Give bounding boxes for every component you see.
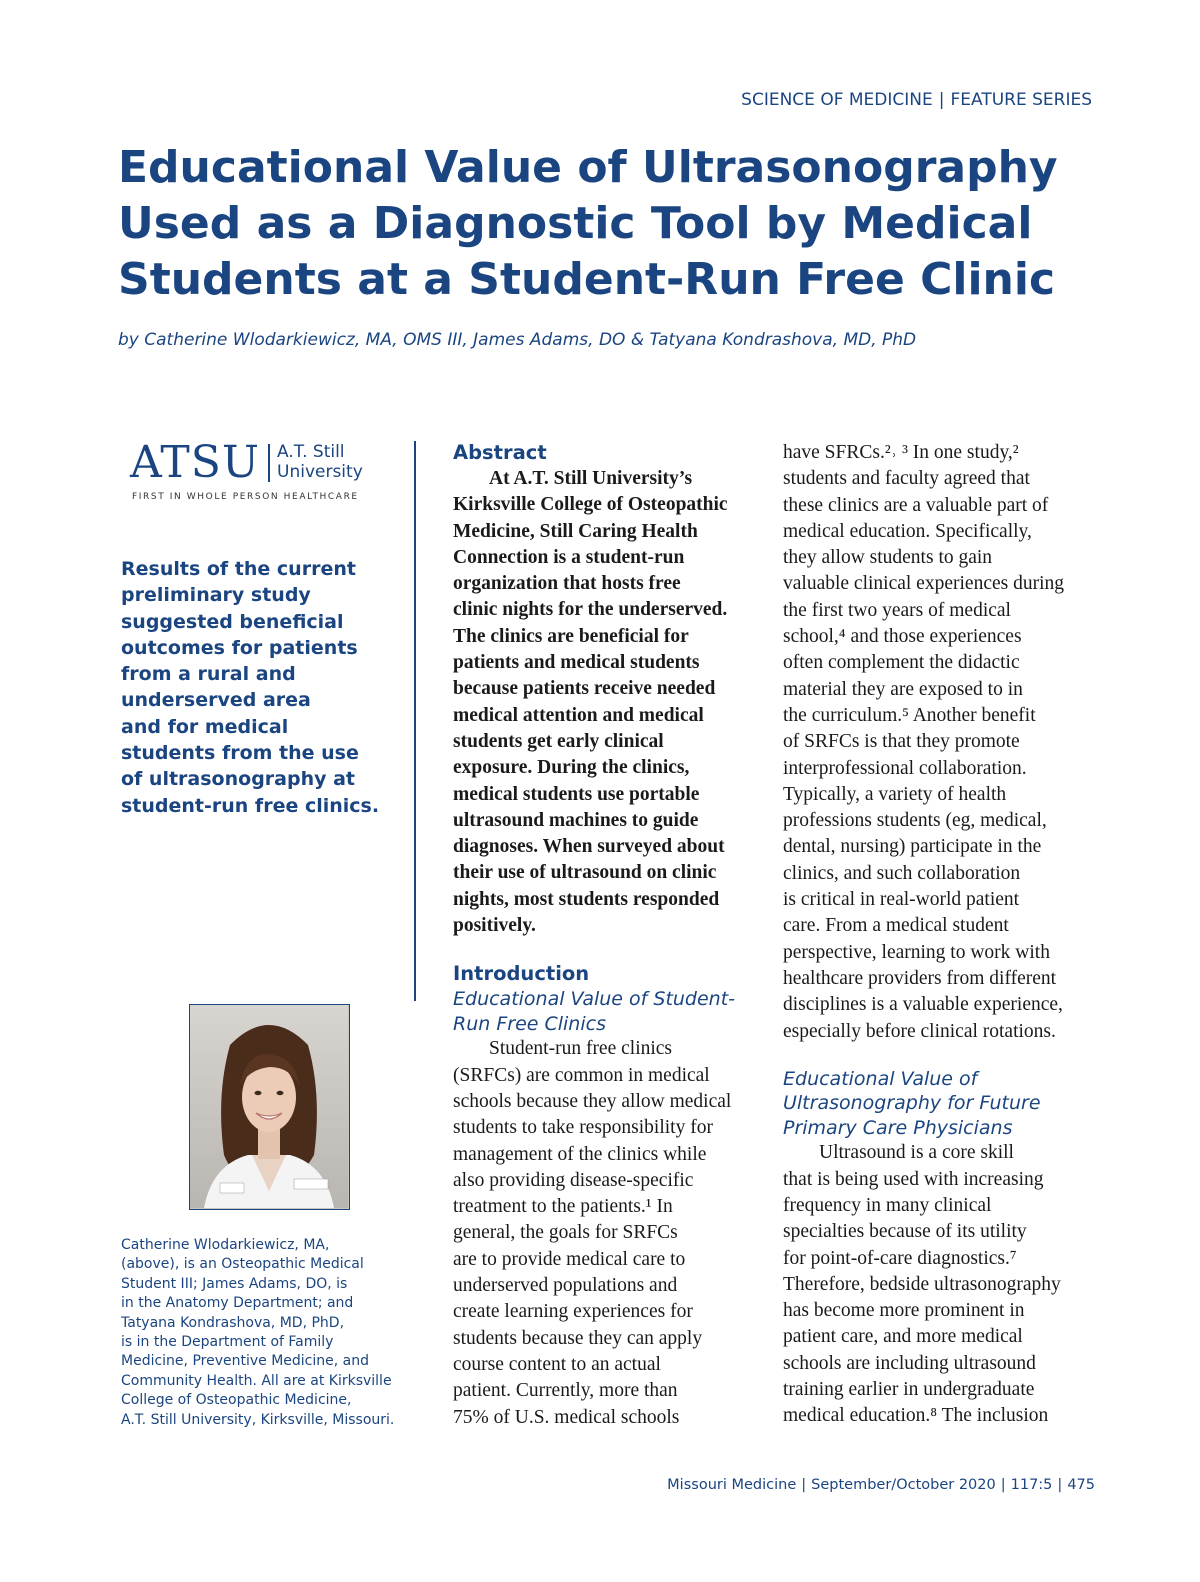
column-continued — [783, 440, 1101, 1430]
body-line: have SFRCs.²˒ ³ In one study,² — [783, 442, 1019, 463]
header-separator: | — [938, 90, 945, 110]
author-bio — [121, 1236, 421, 1430]
body-line: they allow students to gain — [783, 547, 993, 569]
body-line: medical education. Specifically, — [783, 520, 1032, 542]
body-line: students and faculty agreed that — [783, 468, 1030, 490]
intro-line: treatment to the patients.¹ In — [453, 1196, 673, 1218]
bio-line: Medicine, Preventive Medicine, and — [121, 1353, 369, 1370]
author-photo — [189, 1004, 350, 1210]
pull-quote-line: and for medical — [121, 715, 289, 738]
body-line: training earlier in undergraduate — [783, 1379, 1035, 1400]
logo-name-line2: University — [277, 462, 363, 482]
body-line: Ultrasound is a core skill — [819, 1142, 1014, 1164]
bio-line: Student III; James Adams, DO, is — [121, 1275, 348, 1292]
introduction-body — [453, 1036, 771, 1430]
body-line: that is being used with increasing — [783, 1168, 1044, 1190]
abstract-line: Medicine, Still Caring Health — [453, 520, 698, 542]
column-divider — [414, 441, 416, 1001]
pull-quote-line: of ultrasonography at — [121, 768, 356, 791]
body-line: Therefore, bedside ultrasonography — [783, 1273, 1061, 1295]
series-label: FEATURE SERIES — [950, 90, 1092, 110]
intro-line: course content to an actual — [453, 1353, 661, 1375]
page-number: 475 — [1067, 1477, 1095, 1493]
intro-line: 75% of U.S. medical schools — [453, 1406, 680, 1428]
abstract-line: The clinics are beneficial for — [453, 625, 689, 647]
atsu-logo — [130, 437, 392, 506]
pull-quote-line: from a rural and — [121, 663, 296, 686]
pull-quote-line: suggested beneficial — [121, 610, 344, 633]
body-line: healthcare providers from different — [783, 967, 1057, 989]
intro-line: students because they can apply — [453, 1327, 703, 1349]
ultrasound-subheading-line: Ultrasonography for Future — [783, 1092, 1041, 1115]
abstract-line: their use of ultrasound on clinic — [453, 862, 717, 884]
body-line: interprofessional collaboration. — [783, 757, 1027, 779]
journal-name: Missouri Medicine — [667, 1477, 797, 1493]
footer-separator: | — [1000, 1477, 1006, 1493]
bio-line: Catherine Wlodarkiewicz, MA, — [121, 1237, 330, 1253]
body-line: frequency in many clinical — [783, 1194, 992, 1216]
bio-line: A.T. Still University, Kirksville, Missouri. — [121, 1411, 395, 1428]
body-line: professions students (eg, medical, — [783, 810, 1047, 832]
body-line: of SRFCs is that they promote — [783, 731, 1020, 753]
body-line: these clinics are a valuable part of — [783, 494, 1049, 516]
intro-line: management of the clinics while — [453, 1143, 707, 1165]
logo-tagline: FIRST IN WHOLE PERSON HEALTHCARE — [132, 492, 359, 502]
bio-line: is in the Department of Family — [121, 1333, 334, 1350]
article-title: Educational Value of Ultrasonography Used as a Diagnostic Tool by Medical Students at a Student-Run Free Clinic — [118, 142, 1058, 305]
pull-quote-line: underserved area — [121, 689, 311, 712]
bio-line: in the Anatomy Department; and — [121, 1295, 354, 1312]
section-header — [741, 90, 1092, 110]
body-line: especially before clinical rotations. — [783, 1020, 1056, 1042]
volume-number: 117:5 — [1010, 1477, 1053, 1493]
ultrasound-subheading-line: Educational Value of — [783, 1067, 978, 1090]
logo-divider — [268, 444, 270, 482]
pull-quote-line: preliminary study — [121, 584, 311, 607]
logo-mark: ATSU — [130, 437, 260, 488]
abstract-line: Connection is a student-run — [453, 546, 685, 568]
intro-line: schools because they allow medical — [453, 1090, 732, 1112]
article-byline: by Catherine Wlodarkiewicz, MA, OMS III, James Adams, DO & Tatyana Kondrashova, MD, PhD — [118, 330, 917, 350]
body-line: is critical in real-world patient — [783, 889, 1020, 911]
ultrasound-subheading-line: Primary Care Physicians — [783, 1116, 1013, 1139]
abstract-line: positively. — [453, 915, 536, 937]
body-line: material they are exposed to in — [783, 678, 1023, 700]
page-footer — [667, 1477, 1095, 1493]
logo-name — [277, 442, 363, 482]
body-line: clinics, and such collaboration — [783, 862, 1021, 884]
abstract-line: diagnoses. When surveyed about — [453, 836, 725, 858]
intro-line: general, the goals for SRFCs — [453, 1222, 678, 1244]
abstract-line: medical students use portable — [453, 783, 700, 805]
footer-separator: | — [801, 1477, 807, 1493]
pull-quote-line: students from the use — [121, 742, 359, 765]
intro-line: (SRFCs) are common in medical — [453, 1064, 710, 1086]
abstract-line: clinic nights for the underserved. — [453, 599, 728, 621]
intro-line: patient. Currently, more than — [453, 1380, 678, 1402]
pull-quote-line: outcomes for patients — [121, 636, 358, 659]
body-line: specialties because of its utility — [783, 1221, 1027, 1243]
intro-line: Student-run free clinics — [489, 1038, 673, 1060]
abstract-body — [453, 466, 771, 939]
abstract-line: Kirksville College of Osteopathic — [453, 494, 728, 516]
intro-line: students to take responsibility for — [453, 1117, 713, 1139]
abstract-line: medical attention and medical — [453, 704, 704, 726]
abstract-line: patients and medical students — [453, 652, 700, 674]
body-line: disciplines is a valuable experience, — [783, 994, 1063, 1016]
intro-line: also providing disease-specific — [453, 1169, 694, 1191]
body-line: care. From a medical student — [783, 915, 1009, 937]
abstract-line: organization that hosts free — [453, 573, 681, 595]
bio-line: Tatyana Kondrashova, MD, PhD, — [121, 1314, 345, 1331]
section-label: SCIENCE OF MEDICINE — [741, 90, 933, 110]
abstract-line: At A.T. Still University’s — [489, 468, 693, 489]
abstract-line: ultrasound machines to guide — [453, 809, 699, 831]
bio-line: College of Osteopathic Medicine, — [121, 1392, 352, 1409]
body-line: the curriculum.⁵ Another benefit — [783, 704, 1036, 726]
abstract-line: because patients receive needed — [453, 678, 716, 700]
intro-line: underserved populations and — [453, 1275, 678, 1297]
issue-date: September/October 2020 — [811, 1477, 996, 1493]
bio-line: (above), is an Osteopathic Medical — [121, 1256, 364, 1273]
bio-line: Community Health. All are at Kirksville — [121, 1372, 392, 1389]
logo-name-line1: A.T. Still — [277, 442, 345, 462]
pull-quote-line: student-run free clinics. — [121, 794, 380, 817]
body-line: valuable clinical experiences during — [783, 573, 1064, 595]
abstract-heading: Abstract — [453, 441, 547, 464]
body-line: has become more prominent in — [783, 1300, 1025, 1322]
footer-separator: | — [1057, 1477, 1063, 1493]
paragraph-ultrasound — [783, 1140, 1101, 1429]
abstract-line: nights, most students responded — [453, 888, 720, 910]
column-abstract-intro — [453, 440, 771, 1431]
body-line: dental, nursing) participate in the — [783, 836, 1042, 858]
body-line: schools are including ultrasound — [783, 1352, 1036, 1374]
body-line: often complement the didactic — [783, 652, 1020, 674]
intro-line: create learning experiences for — [453, 1301, 693, 1323]
pull-quote-line: Results of the current — [121, 558, 356, 580]
abstract-line: students get early clinical — [453, 730, 664, 752]
intro-subheading-line: Educational Value of Student- — [453, 988, 736, 1011]
introduction-heading: Introduction — [453, 962, 590, 986]
abstract-line: exposure. During the clinics, — [453, 757, 690, 779]
intro-line: are to provide medical care to — [453, 1248, 686, 1270]
body-line: school,⁴ and those experiences — [783, 626, 1022, 648]
pull-quote — [121, 556, 381, 819]
body-line: perspective, learning to work with — [783, 941, 1050, 963]
body-line: for point-of-care diagnostics.⁷ — [783, 1247, 1017, 1269]
body-line: Typically, a variety of health — [783, 783, 1007, 805]
body-line: patient care, and more medical — [783, 1326, 1023, 1348]
body-line: the first two years of medical — [783, 599, 1011, 621]
intro-subheading-line: Run Free Clinics — [453, 1012, 606, 1035]
paragraph-srfc-benefits — [783, 440, 1101, 1045]
body-line: medical education.⁸ The inclusion — [783, 1405, 1049, 1427]
